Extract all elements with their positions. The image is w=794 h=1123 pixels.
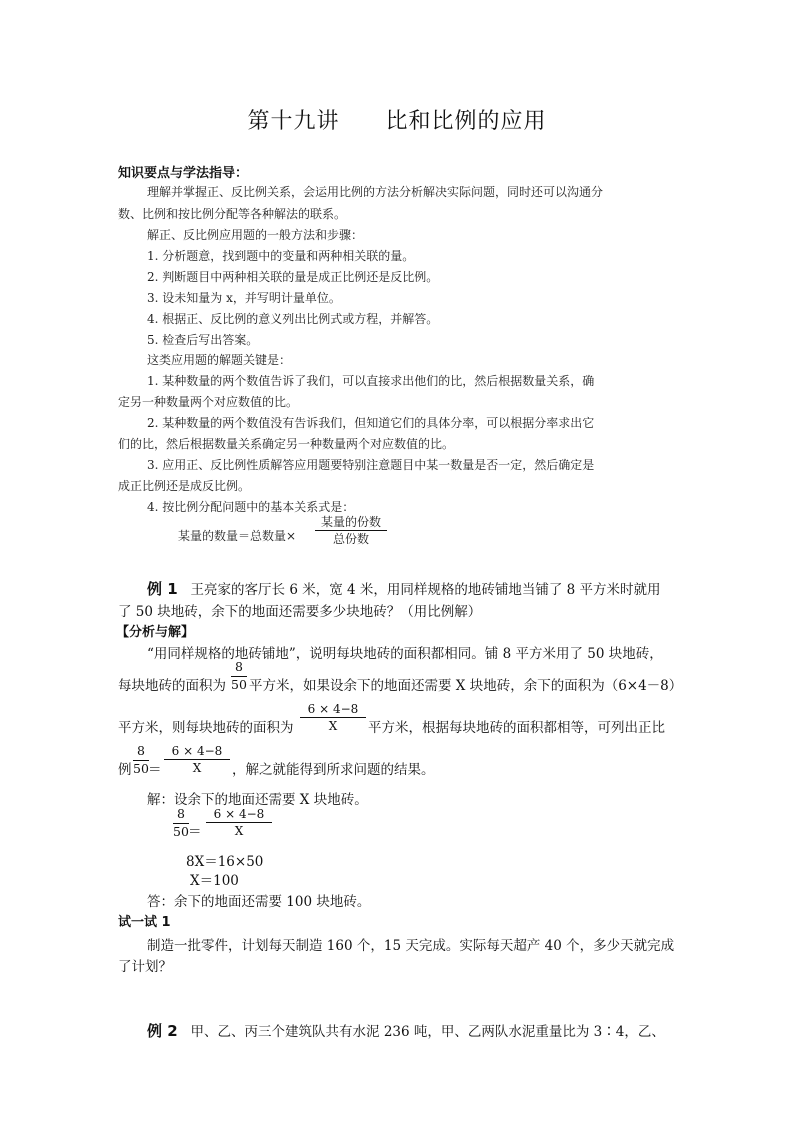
solution-setup: 解：设余下的地面还需要 X 块地砖。	[147, 792, 368, 808]
example-1-label: 例 1	[147, 580, 178, 598]
example-1-text-b: 了 50 块地砖，余下的地面还需要多少块地砖？（用比例解）	[118, 604, 482, 620]
equals-sign: ＝	[148, 762, 162, 778]
example-2-text: 甲、乙、丙三个建筑队共有水泥 236 吨，甲、乙两队水泥重量比为 3∶4，乙、	[190, 1024, 665, 1040]
try-1-text-b: 了计划？	[118, 959, 172, 975]
fraction-area-per-tile	[300, 703, 366, 732]
analysis-line-1: “用同样规格的地砖铺地”，说明每块地砖的面积都相同。铺 8 平方米用了 50 块地砖，	[147, 646, 663, 662]
example-1-text-a: 王亮家的客厅长 6 米，宽 4 米，用同样规格的地砖铺地当铺了 8 平方米时就用	[190, 582, 661, 598]
denominator: X	[192, 761, 202, 775]
key-point-4: 4. 按比例分配问题中的基本关系式是：	[147, 500, 355, 514]
key-point-3a: 3. 应用正、反比例性质解答应用题要特别注意题目中某一数量是否一定，然后确定是	[147, 458, 595, 472]
numerator: 8	[177, 806, 185, 821]
formula-lhs: 某量的数量＝总数量×	[178, 529, 297, 543]
solution-fraction-area	[206, 808, 272, 837]
denominator: 50	[173, 823, 189, 839]
analysis-line-2-post: 平方米，如果设余下的地面还需要 X 块地砖，余下的面积为（6×4－8）	[249, 678, 683, 694]
example-1-answer: 答：余下的地面还需要 100 块地砖。	[147, 894, 371, 910]
analysis-heading: 【分析与解】	[116, 625, 195, 640]
example-2-label: 例 2	[147, 1022, 178, 1040]
numerator: 6 × 4−8	[213, 807, 265, 821]
numerator: 8	[137, 743, 145, 758]
numerator: 6 × 4−8	[307, 702, 359, 716]
knowledge-heading: 知识要点与学法指导：	[118, 166, 249, 181]
solution-fraction-8-50	[173, 808, 189, 838]
page-title	[0, 104, 794, 135]
fraction-bar	[206, 822, 272, 823]
lecture-topic: 比和比例的应用	[385, 109, 547, 134]
fraction-8-50	[133, 745, 149, 775]
analysis-line-4-pre: 例	[118, 762, 132, 778]
formula-denominator: 总份数	[332, 532, 369, 546]
fraction-bar	[164, 759, 230, 760]
numerator: 8	[235, 659, 243, 674]
knowledge-para-1b: 数、比例和按比例分配等各种解法的联系。	[118, 207, 347, 221]
fraction-bar	[300, 717, 366, 718]
key-points-intro: 这类应用题的解题关键是：	[147, 353, 292, 367]
analysis-line-2-pre: 每块地砖的面积为	[118, 678, 226, 694]
try-1-text-a: 制造一批零件，计划每天制造 160 个，15 天完成。实际每天超产 40 个，多少天就完成	[147, 938, 675, 954]
analysis-line-3-post: 平方米，根据每块地砖的面积都相等，可列出正比	[368, 720, 665, 736]
denominator: X	[234, 824, 244, 838]
example-2-line	[147, 1020, 665, 1041]
knowledge-para-2: 解正、反比例应用题的一般方法和步骤：	[147, 228, 364, 242]
fraction-8-50	[231, 661, 247, 691]
knowledge-para-1a: 理解并掌握正、反比例关系，会运用比例的方法分析解决实际问题，同时还可以沟通分	[147, 185, 604, 199]
denominator: 50	[231, 676, 247, 692]
try-1-label: 试一试 1	[118, 915, 171, 930]
key-point-1b: 定另一种数量两个对应数值的比。	[118, 395, 299, 409]
step-item: 4. 根据正、反比例的意义列出比例式或方程，并解答。	[147, 312, 439, 326]
fraction-area-per-tile	[164, 745, 230, 774]
denominator: X	[328, 719, 338, 733]
formula-numerator: 某量的份数	[320, 515, 381, 529]
example-1-line-a	[147, 578, 661, 599]
step-item: 1. 分析题意，找到题中的变量和两种相关联的量。	[147, 249, 415, 263]
solution-equation-2: 8X＝16×50	[186, 854, 264, 870]
solution-equation-3: X＝100	[190, 873, 239, 889]
formula-fraction	[315, 516, 387, 545]
denominator: 50	[133, 760, 149, 776]
step-item: 3. 设未知量为 x，并写明计量单位。	[147, 291, 341, 305]
step-item: 2. 判断题目中两种相关联的量是成正比例还是反比例。	[147, 270, 439, 284]
analysis-line-3-pre: 平方米，则每块地砖的面积为	[118, 720, 294, 736]
numerator: 6 × 4−8	[171, 744, 223, 758]
lecture-number: 第十九讲	[247, 109, 340, 134]
key-point-1a: 1. 某种数量的两个数值告诉了我们，可以直接求出他们的比，然后根据数量关系，确	[147, 374, 595, 388]
key-point-3b: 成正比例还是成反比例。	[118, 479, 251, 493]
key-point-2a: 2. 某种数量的两个数值没有告诉我们，但知道它们的具体分率，可以根据分率求出它	[147, 416, 595, 430]
analysis-line-4-post: ，解之就能得到所求问题的结果。	[232, 762, 435, 778]
step-item: 5. 检查后写出答案。	[147, 333, 259, 347]
fraction-bar	[315, 530, 387, 531]
key-point-2b: 们的比，然后根据数量关系确定另一种数量两个对应数值的比。	[118, 437, 455, 451]
equals-sign: ＝	[188, 824, 202, 840]
